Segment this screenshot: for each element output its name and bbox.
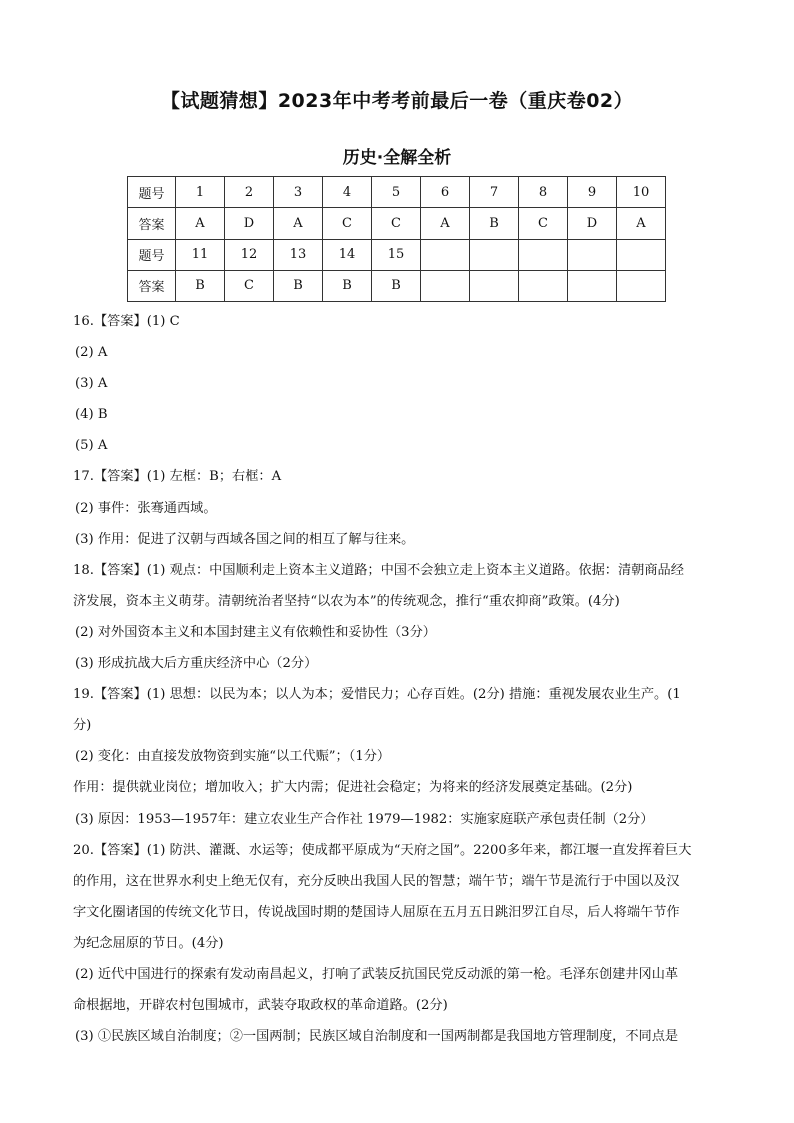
answer-line: (2) 对外国资本主义和本国封建主义有依赖性和妥协性（3分）	[75, 624, 436, 640]
answer-line: 18.【答案】(1) 观点：中国顺利走上资本主义道路；中国不会独立走上资本主义道路。依据：清朝商品经	[73, 562, 684, 578]
table-cell: 2	[225, 177, 274, 208]
table-cell: 3	[274, 177, 323, 208]
document-subtitle: 历史·全解全析	[342, 148, 452, 168]
table-cell: B	[323, 270, 372, 301]
table-row	[128, 239, 666, 270]
table-cell: B	[470, 208, 519, 239]
answer-line: 20.【答案】(1) 防洪、灌溉、水运等；使成都平原成为“天府之国”。2200多年来，都江堰一直发挥着巨大	[73, 842, 692, 858]
table-cell: 15	[372, 239, 421, 270]
table-cell: A	[176, 208, 225, 239]
answer-line: (3) 作用：促进了汉朝与西域各国之间的相互了解与往来。	[75, 531, 415, 547]
table-cell	[519, 239, 568, 270]
answer-body	[73, 306, 723, 1052]
answer-line: 为纪念屈原的节日。(4分)	[73, 935, 224, 951]
answer-line: 命根据地，开辟农村包围城市，武装夺取政权的革命道路。(2分)	[73, 998, 448, 1014]
answer-line: 17.【答案】(1) 左框：B；右框：A	[73, 469, 282, 485]
table-cell: C	[225, 270, 274, 301]
answer-line: 济发展，资本主义萌芽。清朝统治者坚持“以农为本”的传统观念，推行“重农抑商”政策。(4分)	[73, 593, 620, 609]
table-cell: 14	[323, 239, 372, 270]
answer-line: (2) 变化：由直接发放物资到实施“以工代赈”；（1分）	[75, 749, 391, 765]
table-cell	[568, 270, 617, 301]
table-row	[128, 270, 666, 301]
table-cell: 1	[176, 177, 225, 208]
answer-line: 字文化圈诸国的传统文化节日，传说战国时期的楚国诗人屈原在五月五日跳汨罗江自尽，后人将端午节作	[73, 904, 680, 920]
answer-line: (3) 原因：1953—1957年：建立农业生产合作社 1979—1982：实施家庭联产承包责任制（2分）	[75, 811, 654, 827]
table-cell: D	[568, 208, 617, 239]
answer-line: (2) A	[75, 345, 108, 361]
table-cell: 6	[421, 177, 470, 208]
table-cell	[421, 239, 470, 270]
table-cell: 11	[176, 239, 225, 270]
table-row	[128, 208, 666, 239]
table-cell	[617, 270, 666, 301]
answer-line: 16.【答案】(1) C	[73, 314, 180, 329]
table-cell: C	[519, 208, 568, 239]
table-cell	[470, 270, 519, 301]
answer-line: (5) A	[75, 438, 108, 454]
table-cell	[421, 270, 470, 301]
table-header-cell: 题号	[128, 239, 176, 270]
table-cell: 4	[323, 177, 372, 208]
answer-line: (3) ①民族区域自治制度；②一国两制；民族区域自治制度和一国两制都是我国地方管理制度，不同点是	[75, 1029, 679, 1045]
table-cell: 5	[372, 177, 421, 208]
table-cell: C	[372, 208, 421, 239]
table-cell	[617, 239, 666, 270]
table-cell	[568, 239, 617, 270]
answer-line: (3) 形成抗战大后方重庆经济中心（2分）	[75, 656, 318, 672]
table-cell: B	[372, 270, 421, 301]
answer-line: 19.【答案】(1) 思想：以民为本；以人为本；爱惜民力；心存百姓。(2分) 措施：重视发展农业生产。(1	[73, 687, 681, 703]
table-header-cell: 题号	[128, 177, 176, 208]
table-cell: 7	[470, 177, 519, 208]
answer-line: (2) 近代中国进行的探索有发动南昌起义，打响了武装反抗国民党反动派的第一枪。毛泽东创建井冈山革	[75, 966, 679, 982]
answer-line: (4) B	[75, 407, 108, 423]
answer-line: 的作用，这在世界水利史上绝无仅有，充分反映出我国人民的智慧；端午节；端午节是流行于中国以及汉	[73, 873, 680, 889]
table-cell: C	[323, 208, 372, 239]
table-cell	[519, 270, 568, 301]
answer-line: (3) A	[75, 376, 108, 392]
table-cell: 9	[568, 177, 617, 208]
answer-line: 作用：提供就业岗位；增加收入；扩大内需；促进社会稳定；为将来的经济发展奠定基础。(2分)	[73, 780, 633, 796]
table-header-cell: 答案	[128, 208, 176, 239]
table-cell: 13	[274, 239, 323, 270]
table-cell	[470, 239, 519, 270]
document-title: 【试题猜想】2023年中考考前最后一卷（重庆卷02）	[160, 90, 634, 112]
answer-table	[127, 176, 666, 302]
table-row	[128, 177, 666, 208]
table-cell: A	[274, 208, 323, 239]
answer-line: (2) 事件：张骞通西域。	[75, 500, 217, 516]
table-cell: B	[274, 270, 323, 301]
table-cell: A	[421, 208, 470, 239]
table-cell: D	[225, 208, 274, 239]
answer-line: 分)	[73, 718, 92, 734]
table-cell: A	[617, 208, 666, 239]
table-cell: 12	[225, 239, 274, 270]
table-cell: 8	[519, 177, 568, 208]
table-header-cell: 答案	[128, 270, 176, 301]
table-cell: B	[176, 270, 225, 301]
table-cell: 10	[617, 177, 666, 208]
